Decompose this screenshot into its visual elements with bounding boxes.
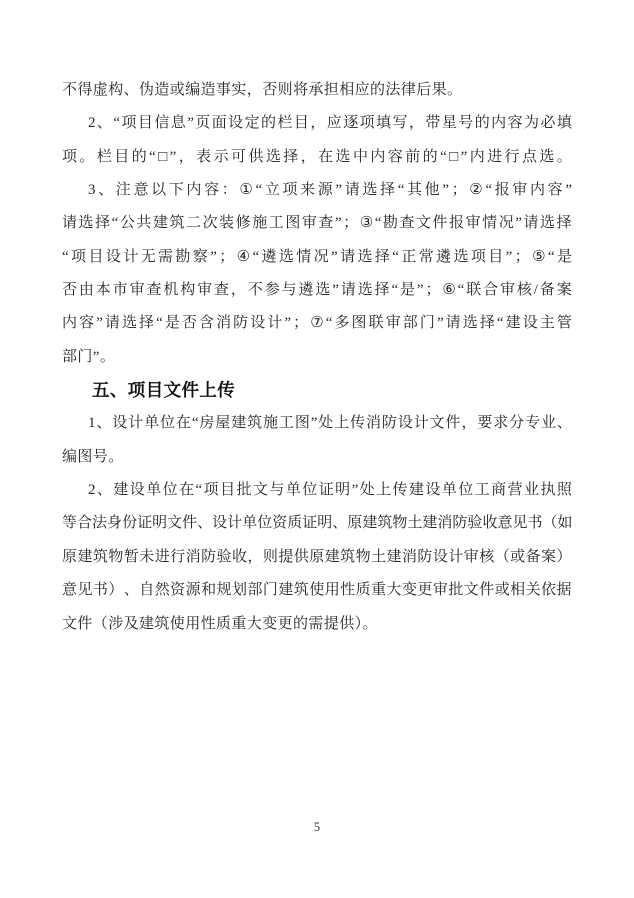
text-line: 编图号。: [62, 448, 124, 465]
document-body: [62, 74, 572, 641]
text-line: 2 、 “ 项 目 信 息 ” 页 面 设 定 的 栏 目 ， 应 逐 项 填 写 ， 带 星 号 的 内 容 为 必 填: [88, 115, 572, 132]
text-line: 3 、 注 意 以 下 内 容 ： ① “ 立 项 来 源 ” 请 选 择 “ 其 他 ” ； ② “ 报 审 内 容 ”: [88, 182, 572, 199]
text-line: 部门”。: [62, 348, 116, 365]
text-line: 内 容 ” 请 选 择 “ 是 否 含 消 防 设 计 ” ； ⑦ “ 多 图 联 审 部 门 ” 请 选 择 “ 建 设 主 管: [62, 315, 572, 332]
text-line: 2 、 建 设 单 位 在 “ 项 目 批 文 与 单 位 证 明 ” 处 上 传 建 设 单 位 工 商 营 业 执 照: [88, 482, 572, 499]
page-number: 5: [313, 820, 321, 834]
text-line: 意 见 书 ） 、 自 然 资 源 和 规 划 部 门 建 筑 使 用 性 质 重 大 变 更 审 批 文 件 或 相 关 依 据: [62, 582, 572, 599]
text-line: 项 。 栏 目 的 “ □ ” ， 表 示 可 供 选 择 ， 在 选 中 内 容 前 的 “ □ ” 内 进 行 点 选 。: [62, 148, 572, 165]
text-line: 不得虚构、伪造或编造事实，否则将承担相应的法律后果。: [62, 82, 463, 98]
text-line: 请 选 择 “ 公 共 建 筑 二 次 装 修 施 工 图 审 查 ” ； ③ “ 勘 查 文 件 报 审 情 况 ” 请 选 择: [62, 215, 572, 232]
text-line: 1 、 设 计 单 位 在 “ 房 屋 建 筑 施 工 图 ” 处 上 传 消 防 设 计 文 件 ， 要 求 分 专 业 、: [88, 415, 572, 432]
section-heading: 五、项目文件上传: [92, 380, 236, 401]
text-line: 否 由 本 市 审 查 机 构 审 查 ， 不 参 与 遴 选 ” 请 选 择 “ 是 ” ； ⑥ “ 联 合 审 核 / 备 案: [62, 282, 572, 299]
text-line: 等 合 法 身 份 证 明 文 件 、 设 计 单 位 资 质 证 明 、 原 建 筑 物 土 建 消 防 验 收 意 见 书 （ 如: [62, 515, 573, 532]
text-line: “ 项 目 设 计 无 需 勘 察 ” ； ④ “ 遴 选 情 况 ” 请 选 择 “ 正 常 遴 选 项 目 ” ； ⑤ “ 是: [62, 248, 572, 265]
text-line: 文件（涉及建筑使用性质重大变更的需提供）。: [62, 615, 378, 632]
text-line: 原 建 筑 物 暂 未 进 行 消 防 验 收 ， 则 提 供 原 建 筑 物 土 建 消 防 设 计 审 核 （ 或 备 案 ）: [62, 548, 572, 565]
